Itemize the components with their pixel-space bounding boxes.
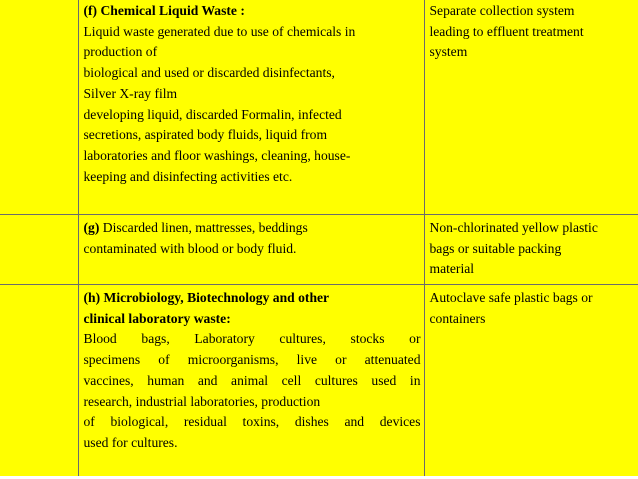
waste-prefix-g: (g) [83,220,100,235]
treatment-line: system [429,44,468,60]
waste-line: (g) Discarded linen, mattresses, beddings [83,220,308,235]
waste-line: used for cultures. [83,434,178,450]
waste-description-cell-h [78,285,424,479]
waste-line: developing liquid, discarded Formalin, infected [83,106,342,122]
treatment-cell-f [424,0,638,215]
table-row-g [0,215,638,285]
waste-heading-f: (f) Chemical Liquid Waste : [83,3,245,18]
index-cell-g [0,215,78,285]
treatment-line: Autoclave safe plastic bags or [429,290,593,305]
waste-description-cell-g [78,215,424,285]
waste-line: Silver X-ray film [83,85,178,101]
treatment-line: leading to effluent treatment [429,23,584,39]
treatment-cell-g [424,215,638,285]
treatment-line: bags or suitable packing [429,240,562,256]
treatment-line: Separate collection system [429,3,575,18]
treatment-line: material [429,261,475,277]
waste-line: specimens of microorganisms, live or attenuated [83,352,421,368]
waste-heading-h: clinical laboratory waste: [83,310,231,326]
waste-line: vaccines, human and animal cell cultures used in [83,372,421,388]
index-cell-f [0,0,78,215]
waste-line: research, industrial laboratories, production [83,393,321,409]
waste-line: keeping and disinfecting activities etc. [83,168,293,184]
waste-line: contaminated with blood or body fluid. [83,240,297,256]
waste-line: secretions, aspirated body fluids, liquid from [83,127,328,143]
treatment-line: Non-chlorinated yellow plastic [429,220,598,235]
table-row-h [0,285,638,479]
waste-line: Liquid waste generated due to use of chemicals in [83,23,356,39]
waste-line: production of [83,44,158,60]
waste-line: laboratories and floor washings, cleaning, house- [83,147,351,163]
waste-line: Blood bags, Laboratory cultures, stocks or [83,331,421,347]
treatment-line: containers [429,310,486,326]
index-cell-h [0,285,78,479]
table-row-f [0,0,638,215]
waste-line: biological and used or discarded disinfectants, [83,65,335,81]
waste-line: of biological, residual toxins, dishes and devices [83,414,421,430]
waste-heading-h: (h) Microbiology, Biotechnology and other [83,290,330,305]
treatment-cell-h [424,285,638,479]
waste-description-cell-f [78,0,424,215]
